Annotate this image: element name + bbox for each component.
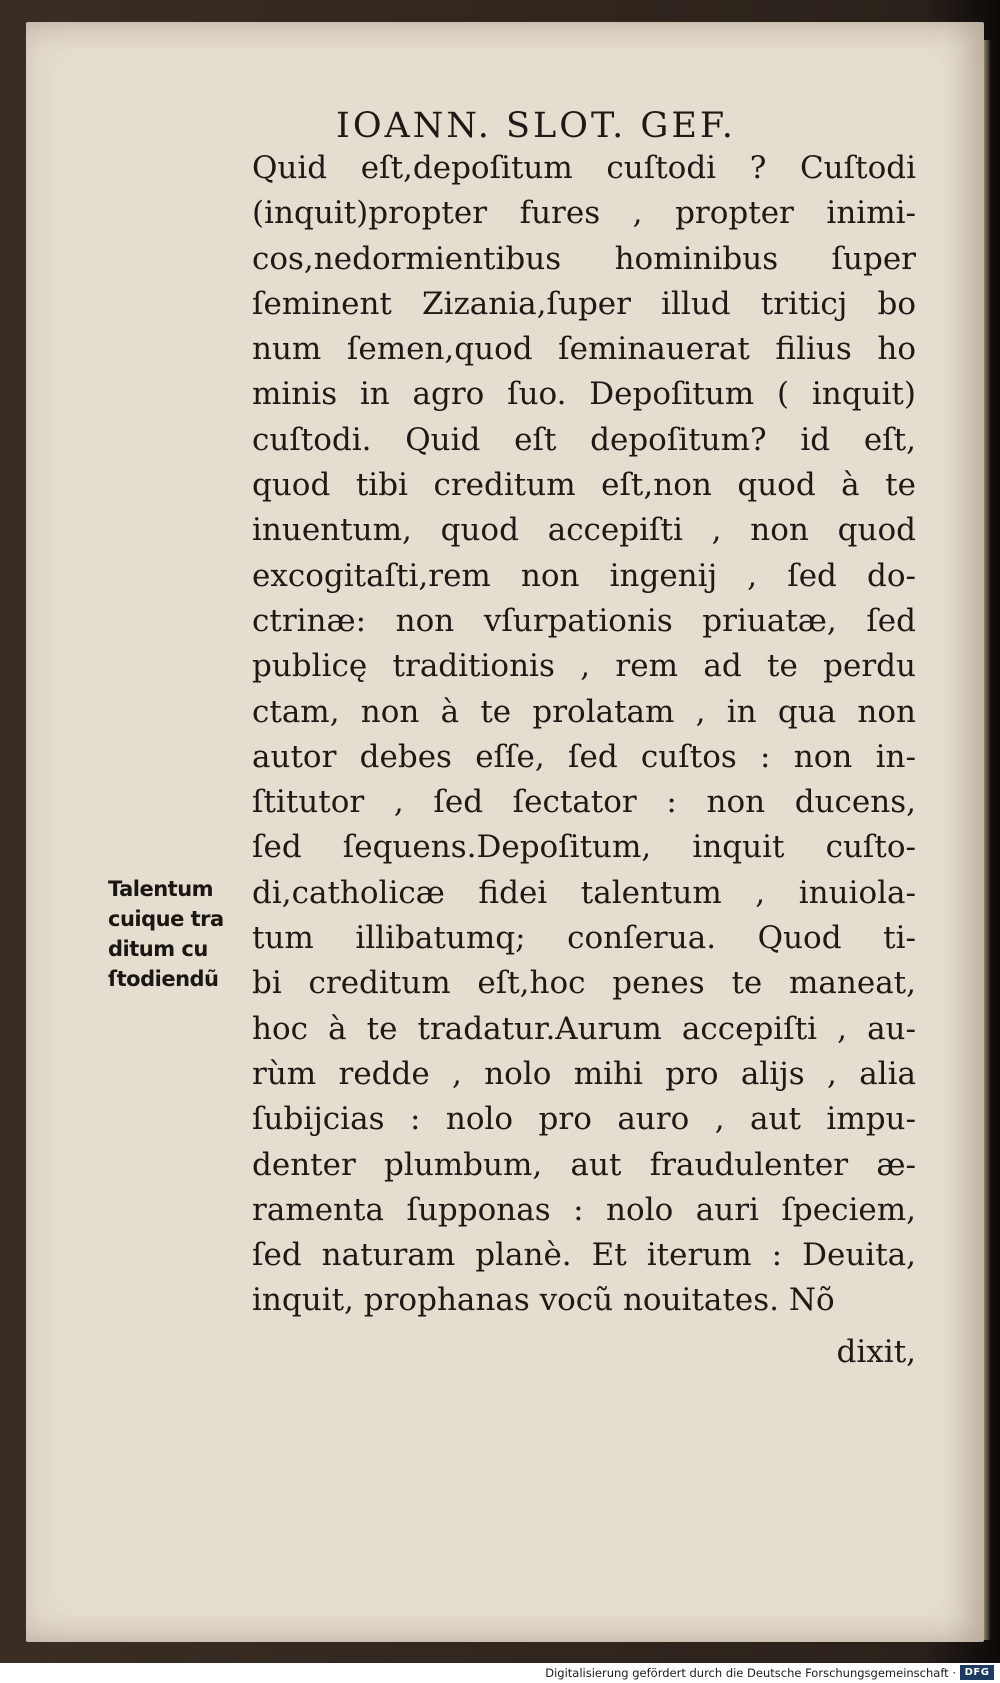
text-line: ſed naturam planè. Et iterum : Deuita, (252, 1237, 916, 1274)
text-line: num ſemen,quod ſeminauerat filius ho (252, 331, 916, 368)
text-line: tum illibatumq; conſerua. Quod ti- (252, 920, 916, 957)
text-line: bi creditum eſt,hoc penes te maneat, (252, 965, 916, 1002)
text-line: denter plumbum, aut fraudulenter æ- (252, 1146, 916, 1183)
text-line: cos,nedormientibus hominibus ſuper (252, 240, 916, 277)
text-line: di,catholicæ fidei talentum , inuiola- (252, 874, 916, 911)
text-line: ctam, non à te prolatam , in qua non (252, 693, 916, 730)
digitization-footer (0, 1663, 1000, 1683)
running-title: IOANN. SLOT. GEF. (336, 106, 736, 146)
marginal-note-line: ſtodiendũ (108, 967, 219, 991)
text-line: minis in agro ſuo. Depoſitum ( inquit) (252, 376, 916, 413)
text-line: rùm redde , nolo mihi pro alijs , alia (252, 1055, 916, 1092)
text-line: autor debes eſſe, ſed cuſtos : non in- (252, 738, 916, 775)
text-line: excogitaſti,rem non ingenij , ſed do- (252, 557, 916, 594)
text-line: quod tibi creditum eſt,non quod à te (252, 467, 916, 504)
text-line: cuſtodi. Quid eſt depoſitum? id eſt, (252, 421, 916, 458)
text-line: Quid eſt,depoſitum cuſtodi ? Cuſtodi (252, 150, 916, 186)
text-line: ſtitutor , ſed ſectator : non ducens, (252, 784, 916, 821)
text-line: inquit, prophanas vocũ nouitates. Nõ (252, 1282, 835, 1319)
catchword: dixit, (836, 1334, 916, 1370)
text-line: inuentum, quod accepiſti , non quod (252, 512, 916, 549)
text-line: (inquit)propter fures , propter inimi- (252, 195, 916, 232)
text-line: ſubijcias : nolo pro auro , aut impu- (252, 1101, 916, 1138)
text-line: publicę traditionis , rem ad te perdu (252, 648, 916, 685)
marginal-note (108, 874, 258, 1034)
marginal-note-line: Talentum (108, 877, 214, 901)
funding-credit: Digitalisierung gefördert durch die Deutsche Forschungsgemeinschaft · (545, 1666, 956, 1680)
text-line: ſeminent Zizania,ſuper illud triticj bo (252, 285, 916, 322)
text-line: hoc à te tradatur.Aurum accepiſti , au- (252, 1010, 916, 1047)
body-text (252, 146, 916, 1386)
text-line: ctrinæ: non vſurpationis priuatæ, ſed (252, 602, 916, 639)
dfg-logo: DFG (960, 1665, 994, 1680)
marginal-note-line: cuique tra (108, 907, 224, 931)
text-line: ramenta ſupponas : nolo auri ſpeciem, (252, 1191, 916, 1228)
marginal-note-line: ditum cu (108, 937, 208, 961)
text-line: ſed ſequens.Depoſitum, inquit cuſto- (252, 829, 916, 866)
